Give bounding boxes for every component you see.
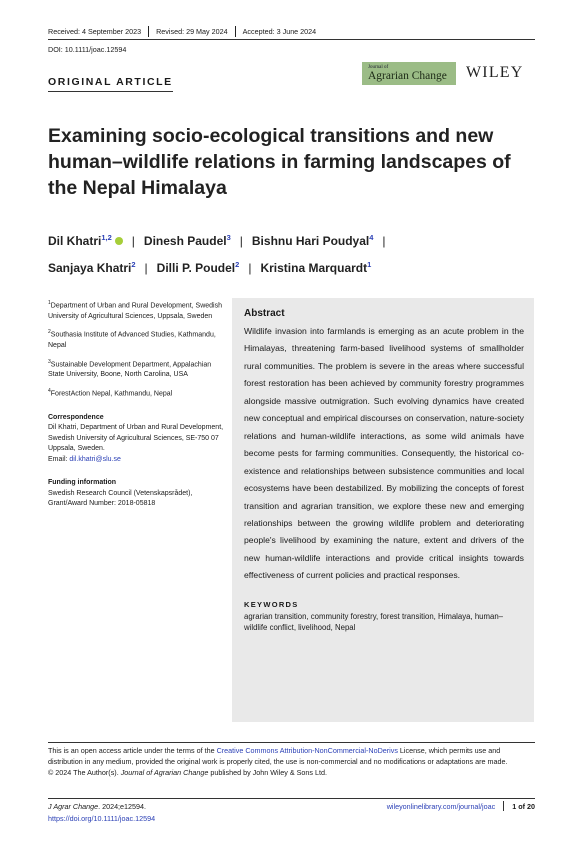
header-rule — [48, 39, 535, 40]
footer-rule — [48, 798, 535, 799]
cc-license-link[interactable]: Creative Commons Attribution-NonCommercial-NoDerivs — [216, 746, 398, 755]
affiliation: $^2$Southasia Institute of Advanced Studies, Kathmandu, Nepal — [48, 329, 216, 350]
journal-logo-name: Agrarian Change — [368, 70, 447, 82]
abstract-box — [232, 298, 534, 722]
journal-logo[interactable] — [362, 62, 456, 85]
license-notice: This is an open access article under the terms of the Creative Commons Attribution-NonCommercial-NoDerivs License, which permits use and distribution in any medium, provided the original work is properly cited, the use is non-commercial and no modifications or adaptations are made. © 2024 The Author(s). Journal of Agrarian Change published by John Wiley & Sons Ltd. — [48, 746, 508, 777]
publisher-logo[interactable]: WILEY — [466, 64, 524, 81]
correspondence-email: Email: dil.khatri@slu.se — [48, 455, 121, 463]
received-date: Received: 4 September 2023 — [48, 27, 142, 36]
affiliation: $^1$Department of Urban and Rural Development, Swedish University of Agricultural Sciences, Uppsala, Sweden — [48, 300, 222, 320]
footer-right — [387, 801, 535, 811]
accepted-date: Accepted: 3 June 2024 — [242, 27, 317, 36]
affiliations-column — [48, 298, 226, 515]
correspondence-heading: Correspondence — [48, 413, 104, 421]
page-number: 1 of 20 — [512, 801, 535, 811]
license-rule — [48, 742, 535, 743]
author[interactable]: Dinesh Paudel$^3$ — [143, 233, 231, 248]
author[interactable]: Sanjaya Khatri$^2$ — [48, 260, 136, 275]
author[interactable]: Dil Khatri$^{1,2}$ — [48, 234, 123, 248]
funding-text: Swedish Research Council (Vetenskapsrådet), Grant/Award Number: 2018-05818 — [48, 489, 193, 508]
separator — [503, 801, 504, 811]
separator — [148, 26, 149, 37]
article-title: Examining socio-ecological transitions and new human–wildlife relations in farming landscapes of the Nepal Himalaya — [48, 125, 511, 199]
journal-logo-small: Journal of — [368, 65, 389, 70]
dates-bar — [48, 26, 316, 37]
author[interactable]: Bishnu Hari Poudyal$^4$ — [251, 233, 374, 248]
doi[interactable]: DOI: 10.1111/joac.12594 — [48, 45, 127, 54]
footer-citation: J Agrar Change. 2024;e12594. https://doi.org/10.1111/joac.12594 — [48, 802, 156, 823]
separator — [235, 26, 236, 37]
abstract-text: Wildlife invasion into farmlands is emerging as an acute problem in the Himalayas, threatening farm-based livelihood systems of smallholder rural communities. The problem is severe in the areas where successful forest restoration has been achieved by community forestry programmes alongside massive outmigration. Such evolving dynamics have created new conceptual and empirical discourses on conservation, nature-society relations and human-wildlife interactions, as some wild animals have become pests for farming communities. Consequently, the historical co-existence and relationships between subsistence communities and local ecosystems have been destabilized. By mobilizing the concepts of forest transition and agrarian transition, we explore these new and emerging relationships between the growing wildlife problem and deteriorating people's livelihood by examining the nature, extent and drivers of the new human-wildlife interactions and provide critical insights towards effectiveness of current policies and practical responses. — [244, 326, 524, 581]
keywords-text: agrarian transition, community forestry, forest transition, Himalaya, human–wildlife conflict, livelihood, Nepal — [244, 611, 503, 632]
doi-link[interactable]: https://doi.org/10.1111/joac.12594 — [48, 814, 156, 823]
article-type: ORIGINAL ARTICLE — [48, 76, 173, 92]
abstract-heading: Abstract — [244, 308, 285, 319]
author[interactable]: Dilli P. Poudel$^2$ — [156, 260, 240, 275]
author-list: Dil Khatri$^{1,2}$ | Dinesh Paudel$^3$ | Bishnu Hari Poudyal$^4$ | Sanjaya Khatri$^2$ | Dilli P. Poudel$^2$ | Kristina Marquardt$^1$ — [48, 233, 386, 275]
keywords-heading: KEYWORDS — [244, 599, 299, 609]
email-link[interactable]: dil.khatri@slu.se — [69, 455, 121, 463]
correspondence-text: Dil Khatri, Department of Urban and Rural Development, Swedish University of Agricultural Sciences, SE-750 07 Uppsala, Sweden. — [48, 424, 224, 453]
revised-date: Revised: 29 May 2024 — [156, 27, 228, 36]
journal-site-link[interactable]: wileyonlinelibrary.com/journal/joac — [386, 801, 496, 811]
funding-heading: Funding information — [48, 479, 117, 487]
author[interactable]: Kristina Marquardt$^1$ — [260, 260, 372, 275]
orcid-icon[interactable] — [115, 237, 123, 245]
affiliation: $^3$Sustainable Development Department, Appalachian State University, Boone, North Carolina, USA — [48, 358, 212, 379]
affiliation: $^4$ForestAction Nepal, Kathmandu, Nepal — [48, 387, 173, 398]
